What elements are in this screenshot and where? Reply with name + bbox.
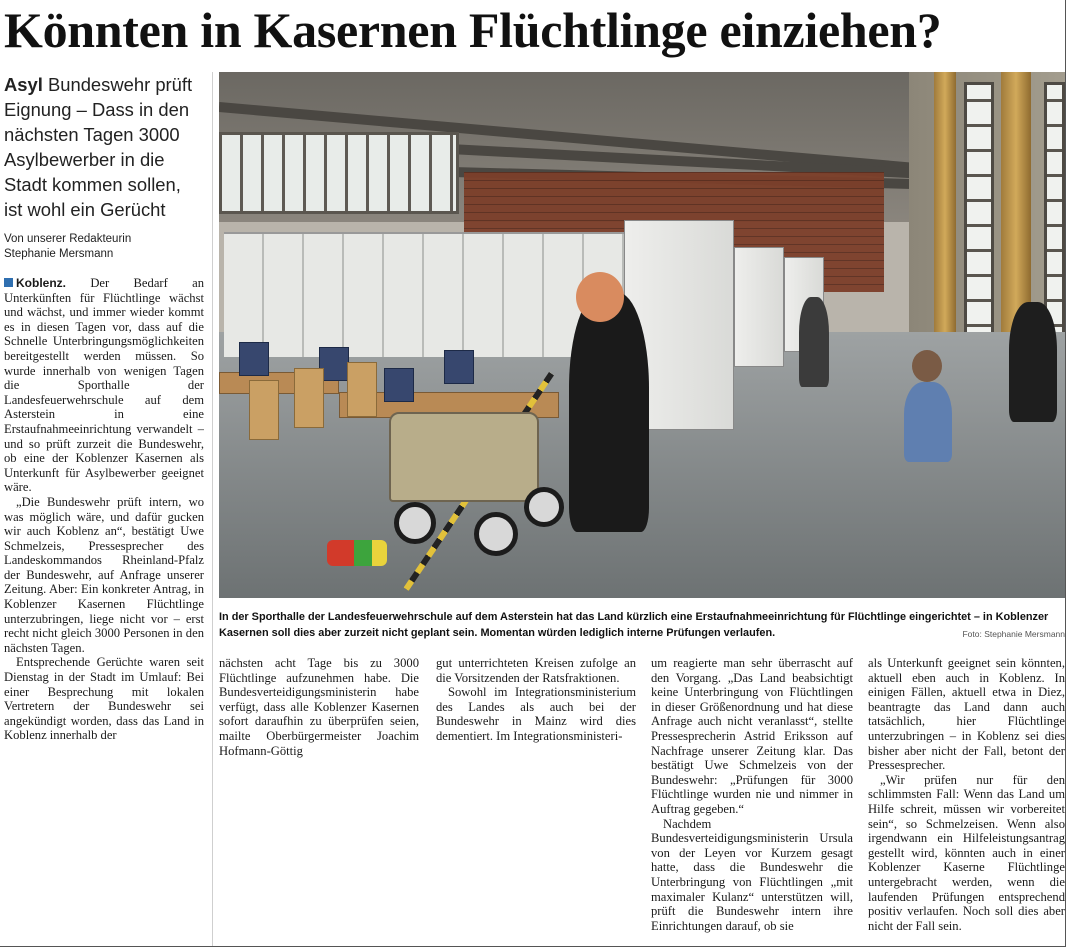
paragraph: „Die Bundeswehr prüft intern, wo was möglich wäre, und dafür gucken wir auch Koblenz an“, bestätigt Uwe Schmelzeis, Pressesprecher des Landeskommandos Rheinland-Pfalz der Bundeswehr, auf Anfrage unserer Zeitung. Aber: Ein konkreter Antrag, in Koblenzer Kasernen Flüchtlinge unterzubringen, liege nicht vor – erst recht nicht gleich 3000 Personen in den nächsten Tagen. <box>4 494 204 655</box>
photo-caption: In der Sporthalle der Landesfeuerwehrschule auf dem Asterstein hat das Land kürzlich eine Erstaufnahmeeinrichtung für Flüchtlinge eingerichtet – in Koblenzer Kasernen soll dies aber zurzeit nicht geplant sein. Momentan würden lediglich interne Prüfungen verlaufen. <box>219 611 1049 639</box>
paragraph: als Unterkunft geeignet sein könnten, aktuell eben auch in Koblenz. In einigen Fällen, aktuell etwa in Diez, beantragte das Land dann auch tatsächlich, hier Flüchtlinge unterzubringen – in Koblenz sei dies bisher aber nicht der Fall, betont der Pressesprecher. <box>868 656 1065 773</box>
photo-stroller-wheel <box>394 502 436 544</box>
paragraph: „Wir prüfen nur für den schlimmsten Fall: Wenn das Land um Hilfe schreit, müssen wir vorbereitet sein“, so Schmelzeisen. Wenn also irgendwann ein Hilfeleistungsantrag gestellt wird, könnten auch in einer Koblenzer Kaserne Flüchtlinge untergebracht werden, wenn die laufenden Prüfungen entsprechend positiv verlaufen. Noch soll dies aber nicht der Fall sein. <box>868 772 1065 933</box>
photo-chair <box>294 368 324 428</box>
photo-chair <box>384 368 414 402</box>
photo-girl <box>904 382 952 462</box>
deck-text: Bundeswehr prüft Eignung – Dass in den nächsten Tagen 3000 Asylbewerber in die Stadt kommen sollen, ist wohl ein Gerücht <box>4 74 193 220</box>
byline-line1: Von unserer Redakteurin <box>4 233 132 245</box>
photo-stroller-wheel <box>524 487 564 527</box>
photo-sitting-man <box>1009 302 1057 422</box>
paragraph: Nachdem Bundesverteidigungsministerin Ursula von der Leyen vor Kurzem gesagt hatte, dass die Bundeswehr die Unterbringung von Flüchtlingen „mit maximaler Kulanz“ unterstützen will, prüft die Bundeswehr intern ihre Einrichtungen darauf, ob sie <box>651 816 853 933</box>
photo-chair <box>239 342 269 376</box>
text-column-5 <box>868 656 1065 946</box>
byline <box>4 232 214 262</box>
photo-stroller <box>389 412 539 502</box>
photo-tall-window <box>964 82 994 352</box>
paragraph: gut unterrichteten Kreisen zufolge an die Vorsitzenden der Ratsfraktionen. <box>436 656 636 685</box>
article-photo <box>219 72 1065 598</box>
headline: Könnten in Kasernen Flüchtlinge einziehen? <box>4 2 942 58</box>
photo-credit: Foto: Stephanie Mersmann <box>962 629 1065 639</box>
photo-toy-car <box>327 540 387 566</box>
dateline: Koblenz. <box>16 276 66 290</box>
text-column-2 <box>219 656 419 766</box>
byline-author: Stephanie Mersmann <box>4 248 114 260</box>
deck-kicker: Asyl <box>4 74 43 95</box>
text-column-3 <box>436 656 636 766</box>
photo-girl-head <box>912 350 942 382</box>
paragraph: nächsten acht Tage bis zu 3000 Flüchtlinge aufzunehmen habe. Die Bundesverteidigungsministerin habe verfügt, dass alle Koblenzer Kasernen sofort daraufhin zu überprüfen seien, mailte Oberbürgermeister Joachim Hofmann-Göttig <box>219 656 419 758</box>
photo-partition <box>734 247 784 367</box>
paragraph: Der Bedarf an Unterkünften für Flüchtlinge wächst und wächst, und immer wieder kommt es in diesen Tagen vor, dass auf die Schnelle Unterbringungsmöglichkeiten bereitgestellt werden müssen. So wurde innerhalb von wenigen Tagen die Sporthalle der Landesfeuerwehrschule auf dem Asterstein in eine Erstaufnahmeeinrichtung verwandelt – und so prüft zurzeit die Bundeswehr, ob eine der Koblenzer Kasernen als Unterkunft für Asylbewerber geeignet wäre. <box>4 276 204 495</box>
text-column-4 <box>651 656 853 946</box>
column-rule <box>212 72 213 946</box>
photo-woman <box>569 292 649 532</box>
photo-chair <box>347 362 377 417</box>
photo-chair <box>249 380 279 440</box>
paragraph: Entsprechende Gerüchte waren seit Dienstag in der Stadt im Umlauf: Bei einer Besprechung mit lokalen Vertretern der Bundeswehr sei angekündigt worden, dass das Land in Koblenz innerhalb der <box>4 655 204 743</box>
photo-stroller-wheel <box>474 512 518 556</box>
paragraph: um reagierte man sehr überrascht auf den Vorgang. „Das Land beabsichtigt keine Unterbringung von Flüchtlingen in dieser Größenordnung und hat diese Anfrage auch nicht veranlasst“, stellte Pressesprecherin Astrid Eriksson auf Nachfrage unserer Zeitung klar. Das bestätigt Uwe Schmelzeis von der Bundeswehr: „Prüfungen für 3000 Flüchtlinge wurden nie und nimmer in Auftrag gegeben.“ <box>651 656 853 816</box>
deck <box>4 72 204 222</box>
photo-chair <box>444 350 474 384</box>
paragraph: Sowohl im Integrationsministerium des Landes als auch bei der Bundeswehr in Mainz wird dies dementiert. Im Integrationsministeri- <box>436 685 636 743</box>
photo-windows-left <box>219 132 459 214</box>
section-marker <box>4 278 13 287</box>
text-column-1 <box>4 276 204 756</box>
photo-headscarf <box>576 272 624 322</box>
photo-person <box>799 297 829 387</box>
photo-fence-panels <box>224 232 624 357</box>
photo-curtain <box>934 72 956 372</box>
